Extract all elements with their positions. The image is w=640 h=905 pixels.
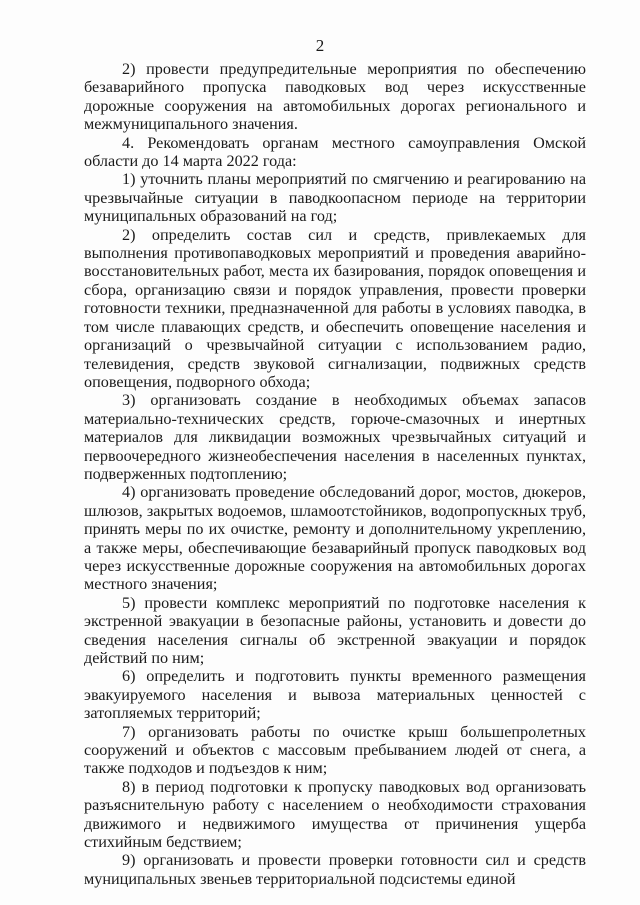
paragraph: 2) провести предупредительные мероприятия по обеспечению безаварийного пропуска паводковых вод через искусственные дорожные сооружения на автомобильных дорогах регионального и межмуниципального значения. (84, 60, 586, 134)
paragraph: 5) провести комплекс мероприятий по подготовке населения к экстренной эвакуации в безопасные районы, установить и довести до сведения населения сигналы об экстренной эвакуации и порядок действий по ним; (84, 593, 586, 667)
paragraph: 1) уточнить планы мероприятий по смягчению и реагированию на чрезвычайные ситуации в паводкоопасном периоде на территории муниципальных образований на год; (84, 170, 586, 226)
paragraph: 9) организовать и провести проверки готовности сил и средств муниципальных звеньев территориальной подсистемы единой (84, 851, 586, 888)
paragraph: 6) определить и подготовить пункты временного размещения эвакуируемого населения и вывоза материальных ценностей с затопляемых территорий; (84, 667, 586, 723)
paragraph: 4) организовать проведение обследований дорог, мостов, дюкеров, шлюзов, закрытых водоемов, шламоотстойников, водопропускных труб, принять меры по их очистке, ремонту и дополнительному укреплению, а также меры, обеспечивающие безаварийный пропуск паводковых вод через искусственные дорожные сооружения на автомобильных дорогах местного значения; (84, 483, 586, 594)
paragraph: 4. Рекомендовать органам местного самоуправления Омской области до 14 марта 2022 года: (84, 133, 586, 171)
paragraph: 3) организовать создание в необходимых объемах запасов материально-технических средств, горюче-смазочных и инертных материалов для ликвидации возможных чрезвычайных ситуаций и первоочередного жизнеобеспечения населения в населенных пунктах, подверженных подтоплению; (84, 391, 586, 483)
page-number: 2 (315, 36, 325, 55)
paragraph: 8) в период подготовки к пропуску паводковых вод организовать разъяснительную работу с населением о необходимости страхования движимого и недвижимого имущества от причинения ущерба стихийным бедствием; (84, 777, 586, 852)
document-body (84, 60, 586, 888)
paragraph: 7) организовать работы по очистке крыш большепролетных сооружений и объектов с массовым пребыванием людей от снега, а также подходов и подъездов к ним; (84, 722, 586, 778)
paragraph: 2) определить состав сил и средств, привлекаемых для выполнения противопаводковых мероприятий и проведения аварийно-восстановительных работ, места их базирования, порядок оповещения и сбора, организацию связи и порядок управления, провести проверки готовности техники, предназначенной для работы в условиях паводка, в том числе плавающих средств, и обеспечить оповещение населения и организаций о чрезвычайной ситуации с использованием радио, телевидения, средств звуковой сигнализации, подвижных средств оповещения, подворного обхода; (84, 225, 586, 391)
